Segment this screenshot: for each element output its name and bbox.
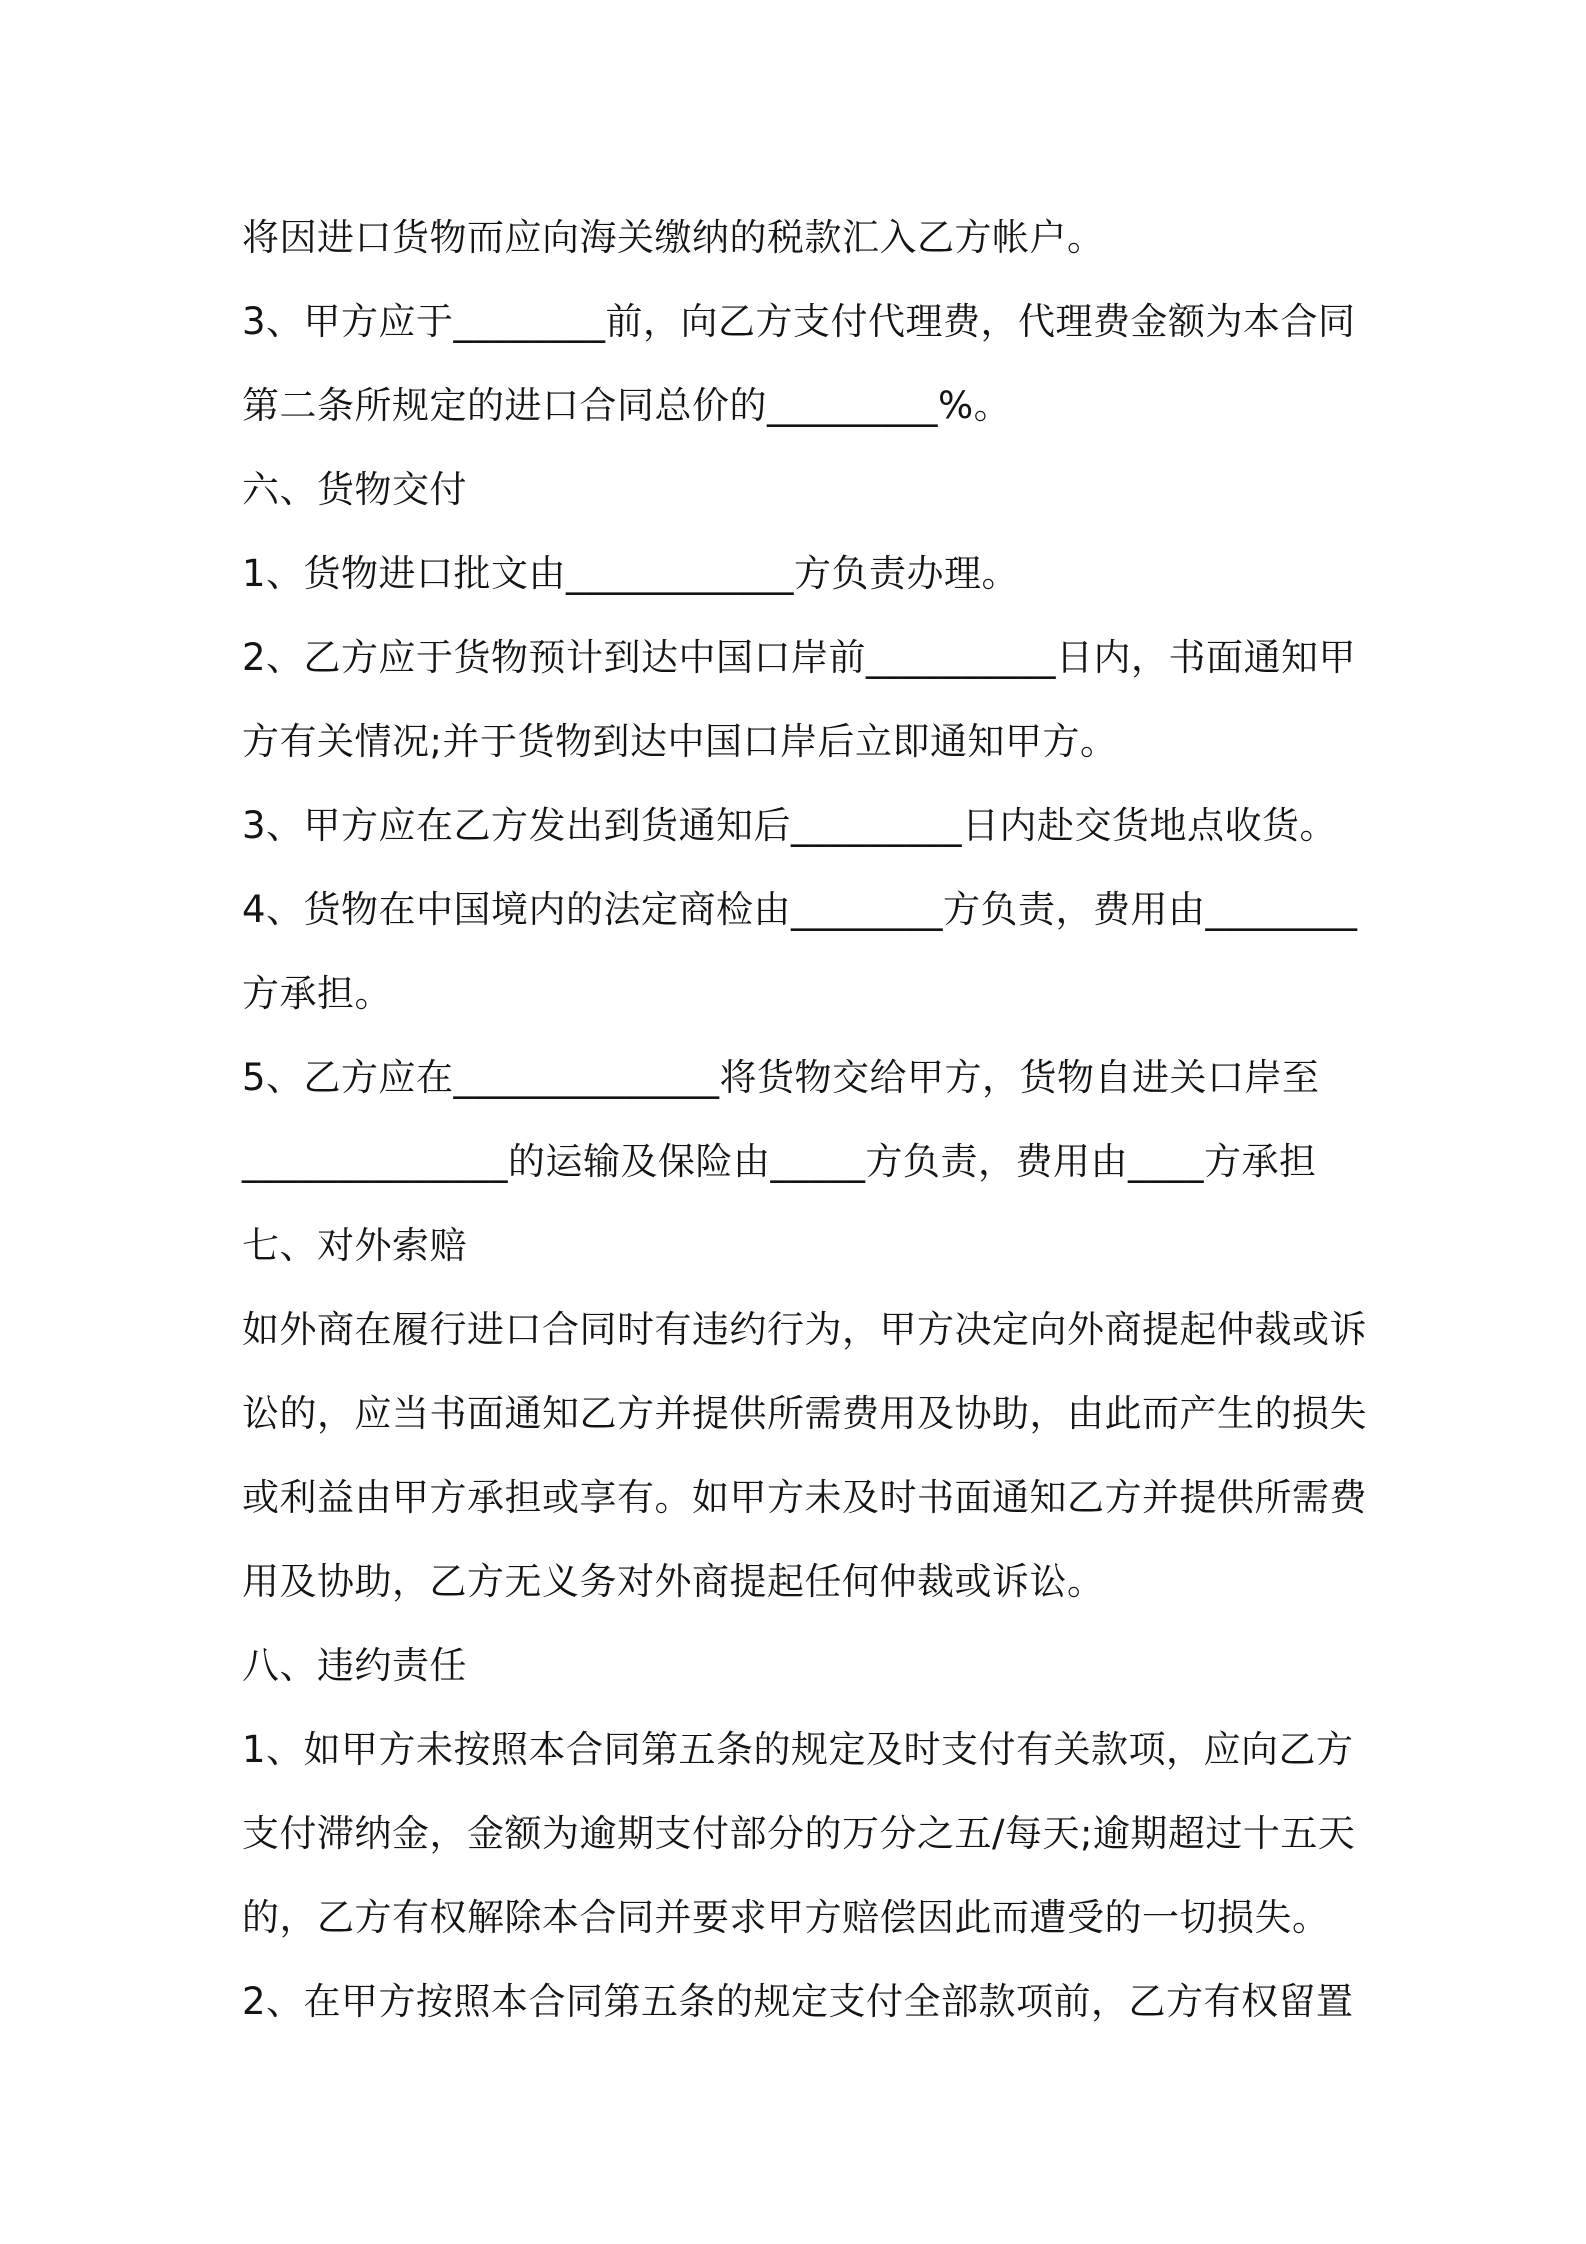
clause-2-arrival-notice-line-1: 2、乙方应于货物预计到达中国口岸前__________日内，书面通知甲 xyxy=(242,636,1357,679)
liability-clause-1-line-2: 支付滞纳金，金额为逾期支付部分的万分之五/每天;逾期超过十五天 xyxy=(242,1812,1356,1855)
clause-4-inspection-line-2: 方承担。 xyxy=(242,972,392,1015)
clause-4-inspection-line-1: 4、货物在中国境内的法定商检由________方负责，费用由________ xyxy=(242,888,1358,931)
clause-5-delivery-line-1: 5、乙方应在______________将货物交给甲方，货物自进关口岸至 xyxy=(242,1056,1320,1099)
clause-5-delivery-line-2: ______________的运输及保险由_____方负责，费用由____方承担 xyxy=(242,1140,1317,1183)
claims-paragraph-line-2: 讼的，应当书面通知乙方并提供所需费用及协助，由此而产生的损失 xyxy=(242,1392,1367,1435)
clause-3-agency-fee-line-1: 3、甲方应于________前，向乙方支付代理费，代理费金额为本合同 xyxy=(242,300,1356,343)
clause-2-arrival-notice-line-2: 方有关情况;并于货物到达中国口岸后立即通知甲方。 xyxy=(242,720,1118,763)
claims-paragraph-line-1: 如外商在履行进口合同时有违约行为，甲方决定向外商提起仲裁或诉 xyxy=(242,1308,1367,1351)
section-6-heading: 六、货物交付 xyxy=(242,468,467,511)
clause-1-import-approval: 1、货物进口批文由____________方负责办理。 xyxy=(242,552,1020,595)
liability-clause-2-line-1: 2、在甲方按照本合同第五条的规定支付全部款项前，乙方有权留置 xyxy=(242,1980,1354,2023)
clause-3-goods-receipt: 3、甲方应在乙方发出到货通知后_________日内赴交货地点收货。 xyxy=(242,804,1338,847)
claims-paragraph-line-3: 或利益由甲方承担或享有。如甲方未及时书面通知乙方并提供所需费 xyxy=(242,1476,1367,1519)
claims-paragraph-line-4: 用及协助，乙方无义务对外商提起任何仲裁或诉讼。 xyxy=(242,1560,1105,1603)
section-7-heading: 七、对外索赔 xyxy=(242,1224,467,1267)
contract-body xyxy=(242,196,1367,2044)
paragraph-line-tax-remittance: 将因进口货物而应向海关缴纳的税款汇入乙方帐户。 xyxy=(242,216,1105,259)
liability-clause-1-line-1: 1、如甲方未按照本合同第五条的规定及时支付有关款项，应向乙方 xyxy=(242,1728,1354,1771)
liability-clause-1-line-3: 的，乙方有权解除本合同并要求甲方赔偿因此而遭受的一切损失。 xyxy=(242,1896,1330,1939)
section-8-heading: 八、违约责任 xyxy=(242,1644,467,1687)
clause-3-agency-fee-line-2: 第二条所规定的进口合同总价的_________%。 xyxy=(242,384,1012,427)
